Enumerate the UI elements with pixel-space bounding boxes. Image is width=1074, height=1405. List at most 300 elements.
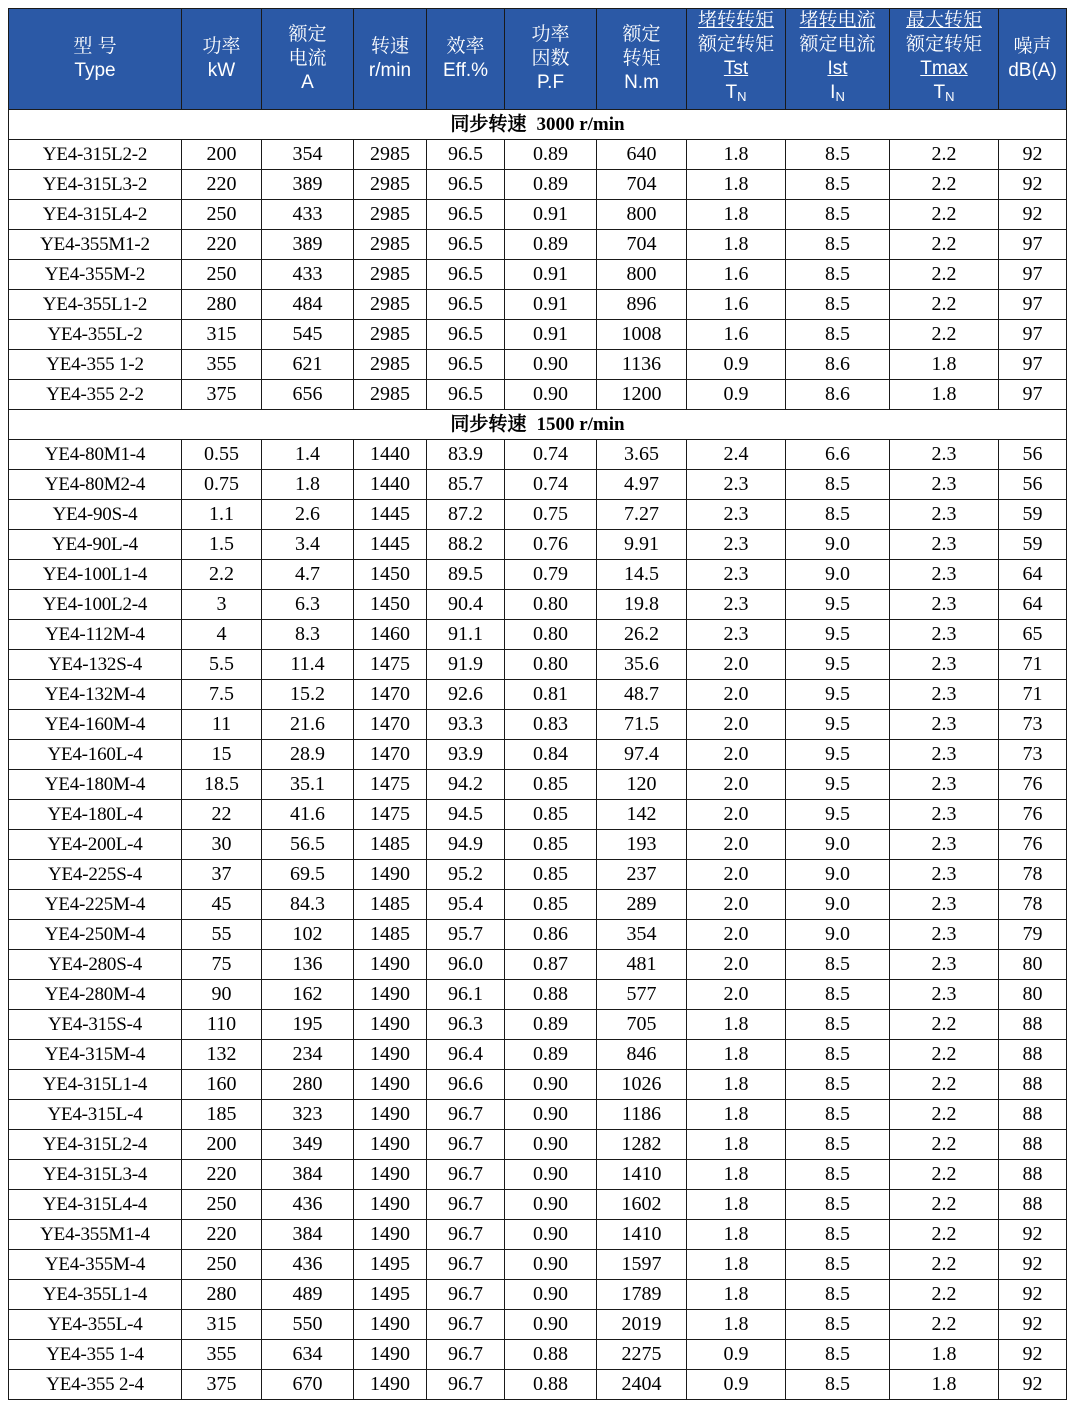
spec-value-cell: 1200 xyxy=(597,380,687,410)
header-ratio-denominator-symbol: T xyxy=(933,82,946,103)
spec-value-cell: 2.3 xyxy=(687,560,786,590)
spec-value-cell: 92 xyxy=(999,1220,1067,1250)
spec-value-cell: 14.5 xyxy=(597,560,687,590)
header-label-en: Type xyxy=(74,60,116,81)
header-label-zh: 效率 xyxy=(446,36,485,57)
spec-value-cell: 2.0 xyxy=(687,650,786,680)
spec-value-cell: 250 xyxy=(182,1250,262,1280)
spec-value-cell: 78 xyxy=(999,860,1067,890)
spec-value-cell: 95.4 xyxy=(427,890,505,920)
spec-value-cell: 92 xyxy=(999,170,1067,200)
spec-value-cell: 2404 xyxy=(597,1370,687,1400)
spec-value-cell: 97 xyxy=(999,380,1067,410)
spec-value-cell: 234 xyxy=(262,1040,354,1070)
spec-value-cell: 136 xyxy=(262,950,354,980)
spec-value-cell: 65 xyxy=(999,620,1067,650)
spec-value-cell: 384 xyxy=(262,1160,354,1190)
spec-value-cell: 1490 xyxy=(354,950,427,980)
spec-value-cell: 18.5 xyxy=(182,770,262,800)
spec-value-cell: 1460 xyxy=(354,620,427,650)
spec-value-cell: 96.7 xyxy=(427,1130,505,1160)
header-ratio-denominator xyxy=(687,81,785,109)
spec-value-cell: 85.7 xyxy=(427,470,505,500)
spec-value-cell: 9.0 xyxy=(786,560,890,590)
spec-value-cell: 375 xyxy=(182,1370,262,1400)
spec-value-cell: 96.1 xyxy=(427,980,505,1010)
spec-value-cell: 2.2 xyxy=(890,200,999,230)
spec-value-cell: 96.7 xyxy=(427,1160,505,1190)
spec-value-cell: 1450 xyxy=(354,590,427,620)
spec-value-cell: 1410 xyxy=(597,1160,687,1190)
header-label-zh: 转速 xyxy=(370,36,409,57)
spec-value-cell: 0.90 xyxy=(505,1100,597,1130)
spec-value-cell: 96.5 xyxy=(427,290,505,320)
spec-value-cell: 481 xyxy=(597,950,687,980)
spec-value-cell: 4 xyxy=(182,620,262,650)
spec-value-cell: 95.2 xyxy=(427,860,505,890)
model-type-cell: YE4-112M-4 xyxy=(9,620,182,650)
spec-value-cell: 1.8 xyxy=(687,1070,786,1100)
spec-value-cell: 1.8 xyxy=(687,1220,786,1250)
spec-value-cell: 1490 xyxy=(354,1070,427,1100)
spec-value-cell: 0.76 xyxy=(505,530,597,560)
spec-value-cell: 1.8 xyxy=(890,350,999,380)
spec-value-cell: 2.4 xyxy=(687,440,786,470)
spec-value-cell: 355 xyxy=(182,350,262,380)
spec-value-cell: 162 xyxy=(262,980,354,1010)
spec-value-cell: 2019 xyxy=(597,1310,687,1340)
header-label-en: P.F xyxy=(536,72,565,93)
spec-value-cell: 120 xyxy=(597,770,687,800)
header-label-en: kW xyxy=(207,60,236,81)
model-type-cell: YE4-315L3-2 xyxy=(9,170,182,200)
spec-value-cell: 9.5 xyxy=(786,800,890,830)
spec-value-cell: 96.5 xyxy=(427,140,505,170)
spec-value-cell: 0.90 xyxy=(505,1190,597,1220)
spec-value-cell: 8.5 xyxy=(786,290,890,320)
section-label: 同步转速 xyxy=(450,414,527,435)
spec-value-cell: 4.7 xyxy=(262,560,354,590)
spec-value-cell: 2.2 xyxy=(890,170,999,200)
model-type-cell: YE4-180M-4 xyxy=(9,770,182,800)
table-row xyxy=(9,1190,1067,1220)
spec-value-cell: 0.85 xyxy=(505,860,597,890)
spec-value-cell: 0.91 xyxy=(505,260,597,290)
spec-value-cell: 75 xyxy=(182,950,262,980)
spec-value-cell: 8.5 xyxy=(786,1340,890,1370)
spec-value-cell: 97 xyxy=(999,320,1067,350)
motor-spec-table xyxy=(8,8,1067,1400)
table-row xyxy=(9,1100,1067,1130)
spec-value-cell: 83.9 xyxy=(427,440,505,470)
spec-value-cell: 2.3 xyxy=(890,650,999,680)
spec-value-cell: 48.7 xyxy=(597,680,687,710)
spec-value-cell: 1490 xyxy=(354,1040,427,1070)
spec-value-cell: 96.7 xyxy=(427,1220,505,1250)
table-row xyxy=(9,890,1067,920)
spec-value-cell: 6.6 xyxy=(786,440,890,470)
spec-value-cell: 704 xyxy=(597,230,687,260)
spec-value-cell: 0.90 xyxy=(505,1130,597,1160)
spec-value-cell: 1490 xyxy=(354,1130,427,1160)
spec-value-cell: 26.2 xyxy=(597,620,687,650)
spec-value-cell: 0.90 xyxy=(505,1310,597,1340)
spec-value-cell: 94.2 xyxy=(427,770,505,800)
spec-value-cell: 1440 xyxy=(354,440,427,470)
spec-value-cell: 3.4 xyxy=(262,530,354,560)
spec-value-cell: 2.2 xyxy=(890,1010,999,1040)
spec-value-cell: 2.3 xyxy=(687,620,786,650)
spec-value-cell: 56 xyxy=(999,470,1067,500)
spec-value-cell: 250 xyxy=(182,200,262,230)
spec-value-cell: 55 xyxy=(182,920,262,950)
spec-value-cell: 550 xyxy=(262,1310,354,1340)
spec-value-cell: 8.5 xyxy=(786,140,890,170)
spec-value-cell: 1282 xyxy=(597,1130,687,1160)
spec-value-cell: 2.0 xyxy=(687,920,786,950)
spec-value-cell: 0.88 xyxy=(505,1370,597,1400)
table-row xyxy=(9,500,1067,530)
table-row xyxy=(9,440,1067,470)
spec-value-cell: 1.4 xyxy=(262,440,354,470)
spec-value-cell: 1.8 xyxy=(687,1310,786,1340)
spec-value-cell: 436 xyxy=(262,1250,354,1280)
spec-value-cell: 323 xyxy=(262,1100,354,1130)
header-ratio-denominator-subscript: N xyxy=(945,89,955,104)
column-header xyxy=(786,9,890,110)
table-row xyxy=(9,260,1067,290)
model-type-cell: YE4-355M1-4 xyxy=(9,1220,182,1250)
spec-value-cell: 1495 xyxy=(354,1250,427,1280)
header-ratio-numerator: Tmax xyxy=(920,58,968,79)
spec-value-cell: 80 xyxy=(999,980,1067,1010)
spec-value-cell: 64 xyxy=(999,560,1067,590)
spec-value-cell: 8.5 xyxy=(786,1040,890,1070)
spec-value-cell: 1450 xyxy=(354,560,427,590)
spec-value-cell: 237 xyxy=(597,860,687,890)
spec-value-cell: 0.90 xyxy=(505,1280,597,1310)
spec-value-cell: 185 xyxy=(182,1100,262,1130)
spec-value-cell: 2.2 xyxy=(890,1070,999,1100)
spec-value-cell: 1490 xyxy=(354,1310,427,1340)
header-ratio-numerator: Ist xyxy=(827,58,848,79)
spec-value-cell: 1.8 xyxy=(687,1160,786,1190)
column-header xyxy=(890,9,999,110)
spec-value-cell: 2.0 xyxy=(687,950,786,980)
spec-value-cell: 8.6 xyxy=(786,380,890,410)
spec-value-cell: 2.2 xyxy=(890,1280,999,1310)
spec-value-cell: 84.3 xyxy=(262,890,354,920)
spec-value-cell: 2.0 xyxy=(687,800,786,830)
section-speed-value: 3000 r/min xyxy=(536,114,625,135)
spec-value-cell: 349 xyxy=(262,1130,354,1160)
column-header xyxy=(182,9,262,110)
header-label-zh: 额定电流 xyxy=(799,34,876,55)
spec-value-cell: 0.83 xyxy=(505,710,597,740)
spec-value-cell: 0.89 xyxy=(505,230,597,260)
spec-value-cell: 6.3 xyxy=(262,590,354,620)
spec-value-cell: 2.2 xyxy=(890,290,999,320)
spec-value-cell: 2.3 xyxy=(687,530,786,560)
spec-value-cell: 1490 xyxy=(354,1100,427,1130)
spec-value-cell: 0.80 xyxy=(505,590,597,620)
spec-value-cell: 92.6 xyxy=(427,680,505,710)
table-row xyxy=(9,560,1067,590)
spec-value-cell: 355 xyxy=(182,1340,262,1370)
spec-value-cell: 2985 xyxy=(354,230,427,260)
spec-value-cell: 2.3 xyxy=(687,500,786,530)
spec-value-cell: 76 xyxy=(999,830,1067,860)
spec-value-cell: 2.0 xyxy=(687,980,786,1010)
spec-value-cell: 640 xyxy=(597,140,687,170)
spec-value-cell: 160 xyxy=(182,1070,262,1100)
table-row xyxy=(9,830,1067,860)
spec-value-cell: 195 xyxy=(262,1010,354,1040)
header-label-zh: 因数 xyxy=(531,48,570,69)
spec-value-cell: 2.3 xyxy=(890,560,999,590)
spec-value-cell: 9.5 xyxy=(786,680,890,710)
model-type-cell: YE4-355L-4 xyxy=(9,1310,182,1340)
model-type-cell: YE4-315L2-2 xyxy=(9,140,182,170)
table-row xyxy=(9,470,1067,500)
spec-value-cell: 8.5 xyxy=(786,1370,890,1400)
spec-value-cell: 2.0 xyxy=(687,680,786,710)
model-type-cell: YE4-225M-4 xyxy=(9,890,182,920)
spec-value-cell: 1.8 xyxy=(687,1010,786,1040)
header-label-zh: 噪声 xyxy=(1013,36,1052,57)
spec-value-cell: 1485 xyxy=(354,890,427,920)
spec-value-cell: 35.1 xyxy=(262,770,354,800)
spec-value-cell: 97 xyxy=(999,230,1067,260)
spec-value-cell: 1485 xyxy=(354,920,427,950)
spec-value-cell: 2.2 xyxy=(890,1250,999,1280)
spec-value-cell: 79 xyxy=(999,920,1067,950)
spec-value-cell: 1.8 xyxy=(687,1250,786,1280)
spec-value-cell: 1490 xyxy=(354,980,427,1010)
spec-value-cell: 0.89 xyxy=(505,1010,597,1040)
model-type-cell: YE4-250M-4 xyxy=(9,920,182,950)
spec-value-cell: 315 xyxy=(182,1310,262,1340)
spec-value-cell: 9.5 xyxy=(786,650,890,680)
spec-value-cell: 1.8 xyxy=(687,1130,786,1160)
spec-value-cell: 2.3 xyxy=(890,740,999,770)
spec-value-cell: 91.1 xyxy=(427,620,505,650)
table-row xyxy=(9,1250,1067,1280)
model-type-cell: YE4-100L1-4 xyxy=(9,560,182,590)
model-type-cell: YE4-315L1-4 xyxy=(9,1070,182,1100)
model-type-cell: YE4-355 1-4 xyxy=(9,1340,182,1370)
model-type-cell: YE4-132S-4 xyxy=(9,650,182,680)
spec-value-cell: 656 xyxy=(262,380,354,410)
spec-value-cell: 2.2 xyxy=(890,140,999,170)
model-type-cell: YE4-280M-4 xyxy=(9,980,182,1010)
spec-value-cell: 1470 xyxy=(354,710,427,740)
spec-value-cell: 846 xyxy=(597,1040,687,1070)
spec-value-cell: 489 xyxy=(262,1280,354,1310)
spec-value-cell: 80 xyxy=(999,950,1067,980)
header-label-en: A xyxy=(301,72,314,93)
spec-value-cell: 2.0 xyxy=(687,890,786,920)
spec-value-cell: 96.3 xyxy=(427,1010,505,1040)
spec-value-cell: 88 xyxy=(999,1040,1067,1070)
spec-value-cell: 69.5 xyxy=(262,860,354,890)
table-row xyxy=(9,590,1067,620)
spec-value-cell: 56 xyxy=(999,440,1067,470)
spec-value-cell: 484 xyxy=(262,290,354,320)
header-label-zh: 电流 xyxy=(288,48,327,69)
spec-value-cell: 5.5 xyxy=(182,650,262,680)
model-type-cell: YE4-355L1-2 xyxy=(9,290,182,320)
spec-value-cell: 96.5 xyxy=(427,350,505,380)
table-row xyxy=(9,530,1067,560)
spec-value-cell: 9.5 xyxy=(786,740,890,770)
column-header xyxy=(505,9,597,110)
spec-value-cell: 220 xyxy=(182,230,262,260)
spec-value-cell: 1.8 xyxy=(687,1040,786,1070)
header-label-zh: 堵转电流 xyxy=(799,10,876,31)
spec-value-cell: 9.0 xyxy=(786,920,890,950)
header-label-en: N.m xyxy=(624,72,659,93)
spec-value-cell: 8.5 xyxy=(786,320,890,350)
section-speed-value: 1500 r/min xyxy=(536,414,625,435)
spec-value-cell: 2.2 xyxy=(890,260,999,290)
spec-value-cell: 8.3 xyxy=(262,620,354,650)
spec-value-cell: 0.90 xyxy=(505,380,597,410)
spec-value-cell: 1.8 xyxy=(687,230,786,260)
table-row xyxy=(9,290,1067,320)
spec-value-cell: 1490 xyxy=(354,860,427,890)
header-ratio-denominator-subscript: N xyxy=(737,89,747,104)
header-label-en: r/min xyxy=(368,60,412,81)
spec-value-cell: 1602 xyxy=(597,1190,687,1220)
table-row xyxy=(9,980,1067,1010)
spec-value-cell: 1.8 xyxy=(687,200,786,230)
header-label-en: Eff.% xyxy=(442,60,489,81)
spec-value-cell: 280 xyxy=(182,290,262,320)
spec-value-cell: 1789 xyxy=(597,1280,687,1310)
spec-value-cell: 354 xyxy=(262,140,354,170)
spec-value-cell: 0.75 xyxy=(505,500,597,530)
spec-value-cell: 1490 xyxy=(354,1010,427,1040)
spec-value-cell: 71 xyxy=(999,680,1067,710)
spec-value-cell: 92 xyxy=(999,1310,1067,1340)
spec-value-cell: 96.5 xyxy=(427,320,505,350)
spec-value-cell: 1440 xyxy=(354,470,427,500)
table-row xyxy=(9,380,1067,410)
spec-value-cell: 1490 xyxy=(354,1220,427,1250)
column-header xyxy=(427,9,505,110)
spec-value-cell: 88 xyxy=(999,1190,1067,1220)
spec-value-cell: 0.85 xyxy=(505,830,597,860)
spec-value-cell: 8.5 xyxy=(786,200,890,230)
model-type-cell: YE4-90S-4 xyxy=(9,500,182,530)
column-header xyxy=(597,9,687,110)
spec-value-cell: 91.9 xyxy=(427,650,505,680)
table-row xyxy=(9,680,1067,710)
header-label-zh: 额定 xyxy=(288,24,327,45)
spec-value-cell: 1490 xyxy=(354,1340,427,1370)
spec-value-cell: 9.91 xyxy=(597,530,687,560)
table-header xyxy=(9,9,1067,110)
spec-value-cell: 96.0 xyxy=(427,950,505,980)
spec-value-cell: 577 xyxy=(597,980,687,1010)
spec-value-cell: 0.74 xyxy=(505,440,597,470)
model-type-cell: YE4-355M1-2 xyxy=(9,230,182,260)
spec-value-cell: 193 xyxy=(597,830,687,860)
spec-value-cell: 375 xyxy=(182,380,262,410)
spec-value-cell: 220 xyxy=(182,1160,262,1190)
table-row xyxy=(9,1370,1067,1400)
spec-value-cell: 8.5 xyxy=(786,1310,890,1340)
model-type-cell: YE4-315L4-4 xyxy=(9,1190,182,1220)
spec-value-cell: 96.7 xyxy=(427,1190,505,1220)
spec-value-cell: 64 xyxy=(999,590,1067,620)
spec-value-cell: 8.5 xyxy=(786,470,890,500)
spec-value-cell: 0.88 xyxy=(505,980,597,1010)
spec-value-cell: 8.5 xyxy=(786,1130,890,1160)
header-ratio-denominator xyxy=(786,81,889,109)
model-type-cell: YE4-180L-4 xyxy=(9,800,182,830)
spec-value-cell: 9.0 xyxy=(786,890,890,920)
spec-value-cell: 1490 xyxy=(354,1370,427,1400)
spec-value-cell: 0.74 xyxy=(505,470,597,500)
header-ratio-numerator: Tst xyxy=(723,58,749,79)
table-row xyxy=(9,1310,1067,1340)
model-type-cell: YE4-80M1-4 xyxy=(9,440,182,470)
spec-value-cell: 94.9 xyxy=(427,830,505,860)
section-header-row xyxy=(9,110,1067,140)
spec-value-cell: 22 xyxy=(182,800,262,830)
column-header xyxy=(999,9,1067,110)
spec-value-cell: 96.7 xyxy=(427,1340,505,1370)
spec-value-cell: 0.80 xyxy=(505,620,597,650)
spec-value-cell: 2.0 xyxy=(687,710,786,740)
spec-value-cell: 2.3 xyxy=(890,950,999,980)
spec-value-cell: 0.85 xyxy=(505,770,597,800)
spec-value-cell: 92 xyxy=(999,1370,1067,1400)
spec-value-cell: 0.9 xyxy=(687,1370,786,1400)
table-row xyxy=(9,800,1067,830)
spec-value-cell: 0.79 xyxy=(505,560,597,590)
spec-value-cell: 2.2 xyxy=(890,1220,999,1250)
spec-value-cell: 1.6 xyxy=(687,260,786,290)
table-row xyxy=(9,650,1067,680)
model-type-cell: YE4-315S-4 xyxy=(9,1010,182,1040)
spec-value-cell: 0.85 xyxy=(505,890,597,920)
header-ratio-denominator-symbol: T xyxy=(725,82,738,103)
spec-value-cell: 7.5 xyxy=(182,680,262,710)
spec-value-cell: 11 xyxy=(182,710,262,740)
spec-value-cell: 280 xyxy=(262,1070,354,1100)
spec-value-cell: 73 xyxy=(999,710,1067,740)
spec-value-cell: 1.8 xyxy=(890,1340,999,1370)
spec-value-cell: 2.3 xyxy=(687,590,786,620)
spec-value-cell: 2.2 xyxy=(890,1190,999,1220)
spec-value-cell: 7.27 xyxy=(597,500,687,530)
spec-value-cell: 97 xyxy=(999,290,1067,320)
spec-value-cell: 2.3 xyxy=(890,440,999,470)
spec-value-cell: 220 xyxy=(182,1220,262,1250)
spec-value-cell: 0.90 xyxy=(505,1160,597,1190)
spec-value-cell: 2.0 xyxy=(687,740,786,770)
spec-value-cell: 92 xyxy=(999,1250,1067,1280)
spec-value-cell: 1445 xyxy=(354,500,427,530)
spec-value-cell: 97.4 xyxy=(597,740,687,770)
header-label-zh: 功率 xyxy=(202,36,241,57)
spec-value-cell: 37 xyxy=(182,860,262,890)
spec-value-cell: 88 xyxy=(999,1160,1067,1190)
section-label: 同步转速 xyxy=(450,114,527,135)
